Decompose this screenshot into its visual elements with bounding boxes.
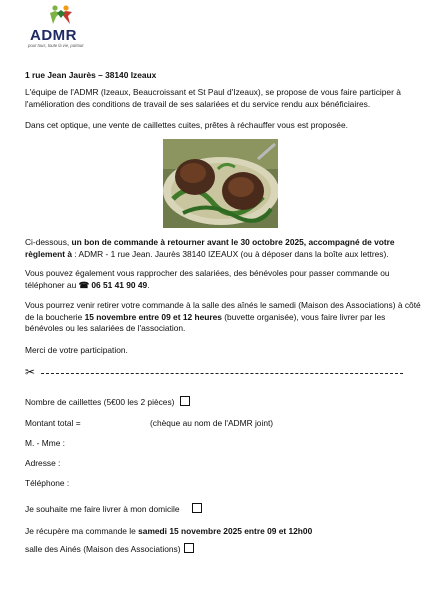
quantity-checkbox[interactable] bbox=[180, 396, 190, 406]
name-label: M. - Mme : bbox=[25, 438, 66, 448]
contact-end: . bbox=[147, 279, 150, 290]
delivery-checkbox[interactable] bbox=[192, 503, 202, 513]
admr-logo bbox=[28, 4, 92, 50]
order-lead: Ci-dessous, bbox=[25, 237, 72, 247]
order-rest: : ADMR - 1 rue Jean. Jaurès 38140 IZEAUX (ou à déposer dans la boîte aux lettres). bbox=[72, 248, 389, 259]
pickup-checkbox[interactable] bbox=[184, 543, 194, 553]
dashed-divider bbox=[41, 373, 403, 374]
phone-icon: ☎ bbox=[78, 279, 89, 290]
quantity-row bbox=[25, 396, 190, 409]
pickup-paragraph bbox=[25, 300, 421, 335]
logo-text: ADMR bbox=[30, 27, 77, 44]
phone-label: Téléphone : bbox=[25, 478, 70, 488]
pickup-place-label: salle des Ainés (Maison des Associations) bbox=[25, 544, 181, 554]
quantity-label: Nombre de caillettes (5€00 les 2 pièces) bbox=[25, 397, 175, 407]
pickup-part1: Vous pourrez venir retirer votre commande à la salle des aînés le samedi (Maison des Associations) à côté de la boucherie bbox=[25, 300, 421, 322]
intro-admr: ADMR bbox=[73, 87, 99, 97]
intro-part1: L'équipe de l' bbox=[25, 87, 74, 97]
scissors-icon: ✂ bbox=[25, 365, 36, 379]
pickup-part2: (buvette organisée), vous faire livrer par les bénévoles ou les salariées de l'association. bbox=[25, 311, 386, 334]
contact-phone: 06 51 41 90 49 bbox=[89, 279, 148, 290]
address-label: Adresse : bbox=[25, 458, 61, 468]
pickup-place-row bbox=[25, 543, 194, 556]
address-title: 1 rue Jean Jaurès – 38140 Izeaux bbox=[25, 70, 157, 80]
pickup-choice-row bbox=[25, 526, 312, 538]
order-paragraph bbox=[25, 237, 421, 260]
contact-text: Vous pouvez également vous rapprocher des salariées, des bénévoles pour passer commande ou téléphoner au bbox=[25, 268, 390, 290]
cut-line bbox=[25, 366, 405, 380]
logo-tagline: pour tous, toute la vie, partout bbox=[28, 43, 84, 48]
contact-paragraph bbox=[25, 268, 421, 291]
cheque-note: (chèque au nom de l'ADMR joint) bbox=[150, 418, 274, 428]
admr-figures-icon bbox=[48, 4, 74, 26]
pickup-choice-lead: Je récupère ma commande le bbox=[25, 526, 139, 536]
delivery-row bbox=[25, 503, 202, 516]
pickup-choice-date: samedi 15 novembre 2025 entre 09 et 12h00 bbox=[138, 526, 313, 536]
intro-part2: (Izeaux, Beaucroissant et St Paul d'Izeaux), se propose de vous faire participer à l'amélioration des conditions de travail de ses salariées et du service rendu aux bénéficiaires. bbox=[25, 87, 401, 109]
caillettes-photo bbox=[163, 139, 278, 228]
thanks-text: Merci de votre participation. bbox=[25, 345, 128, 355]
delivery-label: Je souhaite me faire livrer à mon domicile bbox=[25, 504, 180, 514]
intro-paragraph bbox=[25, 87, 421, 110]
total-label: Montant total = bbox=[25, 418, 81, 428]
order-deadline: un bon de commande à retourner avant le 30 octobre 2025, accompagné de votre règlement à bbox=[25, 237, 395, 259]
optique-paragraph: Dans cet optique, une vente de caillettes cuites, prêtes à réchauffer vous est proposée. bbox=[25, 120, 348, 130]
caillettes-image bbox=[163, 139, 278, 228]
pickup-date: 15 novembre entre 09 et 12 heures bbox=[84, 311, 222, 322]
